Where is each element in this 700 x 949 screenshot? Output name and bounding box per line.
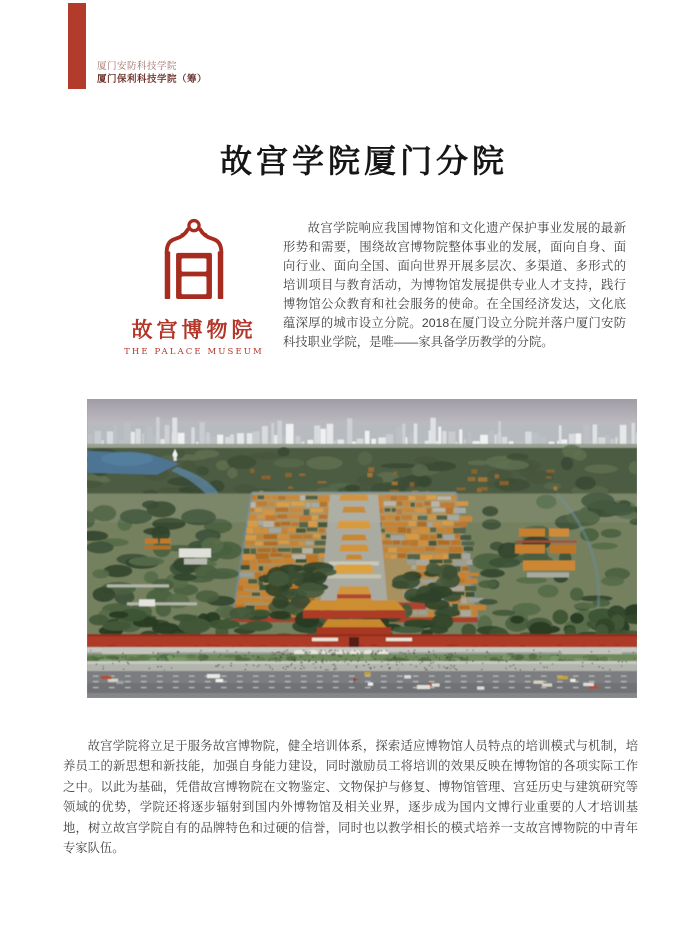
aerial-photo-illustration <box>87 399 637 698</box>
body-paragraph: 故宫学院将立足于服务故宫博物院，健全培训体系，探索适应博物馆人员特点的培训模式与机制，培养员工的新思想和新技能，加强自身能力建设，同时激励员工将培训的效果反映在博物馆的各项实际工作之中。以此为基础，凭借故宫博物院在文物鉴定、文物保护与修复、博物馆管理、宫廷历史与建筑研究等领域的优势，学院还将逐步辐射到国内外博物馆及相关业界，逐步成为国内文博行业重要的人才培训基地，树立故宫学院自有的品牌特色和过硬的信誉，同时也以教学相长的模式培养一支故宫博物院的中青年专家队伍。 <box>63 739 638 856</box>
logo-calligraphy: 故宫博物院 <box>131 317 257 342</box>
institution-name-primary: 厦门安防科技学院 <box>97 61 178 72</box>
intro-paragraph: 故宫学院响应我国博物馆和文化遗产保护事业发展的最新形势和需要，围绕故宫博物院整体事业的发展，面向自身、面向行业、面向全国、面向世界开展多层次、多渠道、多形式的培训项目与教育活动，为博物馆发展提供专业人才支持，践行博物馆公众教育和社会服务的使命。在全国经济发达，文化底蕴深厚的城市设立分院。2018在厦门设立分院并落户厦门安防科技职业学院，是唯——家具备学历教学的分院。 <box>283 221 626 349</box>
institution-names <box>97 60 207 86</box>
palace-museum-logo <box>113 216 275 357</box>
red-accent-bar <box>68 3 86 89</box>
forbidden-city-aerial-photo <box>87 399 637 698</box>
palace-museum-seal-icon <box>155 216 233 307</box>
page-title: 故宫学院厦门分院 <box>219 143 508 179</box>
institution-name-secondary: 厦门保利科技学院（筹） <box>97 74 208 85</box>
logo-caption: THE PALACE MUSEUM <box>124 347 264 357</box>
